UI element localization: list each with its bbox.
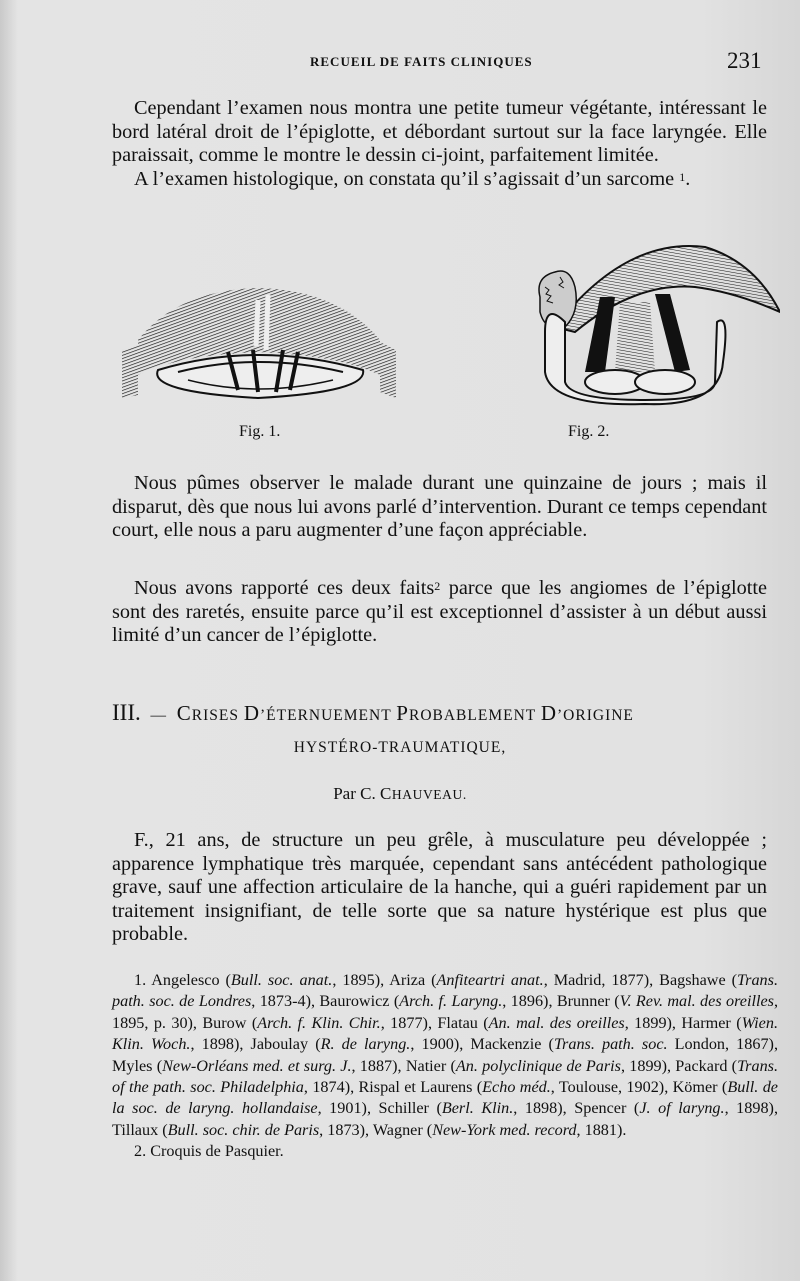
section-dash: — <box>150 707 167 724</box>
paragraph-text: A l’examen histologique, on constata qu’il s’agissait d’un sarcome <box>134 167 675 190</box>
figure-1-caption: Fig. 1. <box>239 423 281 440</box>
paragraph-observation <box>112 472 767 543</box>
footnote-ref: 1 <box>679 169 686 184</box>
paragraph-text: parce que les angiomes de l’épiglotte sont des raretés, ensuite parce qu’il est exceptionnel d’assister à un début aussi limité d’un cancer de l’épiglotte. <box>112 577 768 646</box>
citation-source: An. polyclinique de Paris <box>455 1056 621 1075</box>
citation-source: J. of laryng. <box>639 1099 725 1118</box>
section-title-line1: CRISES D’ÉTERNUEMENT PROBABLEMENT D’ORIGINE <box>176 701 634 725</box>
author-prefix: Par C. <box>333 784 376 803</box>
footnote-2 <box>112 1141 778 1162</box>
citation-source: Berl. Klin. <box>441 1099 514 1118</box>
section-title-line2: HYSTÉRO-TRAUMATIQUE, <box>293 739 507 756</box>
footnote-text: Angelesco (Bull. soc. anat., 1895), Ariza (Anfiteartri anat., Madrid, 1877), Bagshawe (Trans. path. soc. de Londres, 1873-4), Baurowicz (Arch. f. Laryng., 1896), Brunner (V. Rev. mal. des oreilles, 1895, p. 30), Burow (Arch. f. Klin. Chir., 1877), Flatau (An. mal. des oreilles, 1899), Harmer (Wien. Klin. Woch., 1898), Jaboulay (R. de laryng., 1900), Mackenzie (Trans. path. soc. London, 1867), Myles (New-Orléans med. et surg. J., 1887), Natier (An. polyclinique de Paris, 1899), Packard (Trans. of the path. soc. Philadelphia, 1874), Rispal et Laurens (Echo méd., Toulouse, 1902), Kömer (Bull. de la soc. de laryng. hollandaise, 1901), Schiller (Berl. Klin., 1898), Spencer (J. of laryng., 1898), Tillaux (Bull. soc. chir. de Paris, 1873), Wagner (New-York med. record, 1881). <box>112 971 779 1139</box>
citation-source: New-Orléans med. et surg. J. <box>162 1056 352 1075</box>
paragraph-text: F., 21 ans, de structure un peu grêle, à musculature peu développée ; apparence lymphatique très marquée, cependant sans antécédent pathologique grave, sauf une affection articulaire de la hanche, qui a guéri rapidement par un traitement insignifiant, de telle sorte que sa nature hystérique est plus que probable. <box>112 829 767 945</box>
citation-source: R. de laryng. <box>320 1035 411 1054</box>
running-head <box>0 48 800 73</box>
citation-source: Bull. soc. chir. de Paris <box>167 1120 320 1139</box>
figure-2-epiglottis-tumor-drawing <box>505 232 780 407</box>
footnote-label: 2. <box>134 1142 147 1161</box>
paragraph-conclusion <box>112 577 767 648</box>
citation-source: Trans. of the path. soc. Philadelphia <box>112 1056 779 1097</box>
citation-source: Trans. path. soc. <box>553 1035 668 1054</box>
citation-source: New-York med. record <box>432 1120 577 1139</box>
citation-source: An. mal. des oreilles <box>488 1013 625 1032</box>
section-heading <box>112 700 772 726</box>
article-author <box>0 784 800 804</box>
running-title: RECUEIL DE FAITS CLINIQUES <box>310 54 533 69</box>
paragraph-text: Cependant l’examen nous montra une petite tumeur végétante, intéressant le bord latéral droit de l’épiglotte, et débordant surtout sur la face laryngée. Elle paraissait, comme le montre le dessin ci-joint, parfaitement limitée. <box>112 97 767 166</box>
citation-source: Echo méd. <box>482 1078 551 1097</box>
footnote-1 <box>112 970 778 1141</box>
citation-source: Bull. de la soc. de laryng. hollandaise <box>112 1078 778 1118</box>
citation-source: Wien. Klin. Woch. <box>112 1013 779 1054</box>
figure-1-larynx-drawing <box>118 280 400 405</box>
paragraph-text: Nous pûmes observer le malade durant une quinzaine de jours ; mais il disparut, dès que nous lui avons parlé d’intervention. Durant ce temps cependant court, elle nous a paru augmenter d’une façon appréciable. <box>112 472 768 541</box>
author-name: CHAUVEAU. <box>379 784 467 803</box>
citation-source: V. Rev. mal. des oreilles <box>619 992 774 1011</box>
paragraph-tumor-exam: Cependant l’examen nous montra une petite tumeur végétante, intéressant le bord latéral droit de l’épiglotte, et débordant surtout sur la face laryngée. Elle paraissait, comme le montre le dessin ci-joint, parfaitement limitée. A l’examen histologique, on constata qu’il s’agissait d’un sarcome $^1$. <box>112 97 767 190</box>
footnote-ref: 2 <box>434 579 441 593</box>
paragraph-case-description <box>112 829 767 947</box>
paragraph-text: Nous avons rapporté ces deux faits <box>134 577 435 599</box>
footnotes <box>112 970 778 1163</box>
section-number: III. <box>112 700 141 725</box>
citation-source: Trans. path. soc. de Londres <box>112 971 778 1011</box>
citation-source: Arch. f. Klin. Chir. <box>257 1013 381 1032</box>
footnote-label: 1. <box>134 971 147 989</box>
citation-source: Anfiteartri anat. <box>436 971 544 989</box>
page-number: 231 <box>727 48 762 73</box>
footnote-text: Croquis de Pasquier. <box>150 1142 284 1161</box>
figure-2-caption: Fig. 2. <box>568 423 610 440</box>
citation-source: Bull. soc. anat. <box>230 971 333 989</box>
citation-source: Arch. f. Laryng. <box>399 992 503 1011</box>
